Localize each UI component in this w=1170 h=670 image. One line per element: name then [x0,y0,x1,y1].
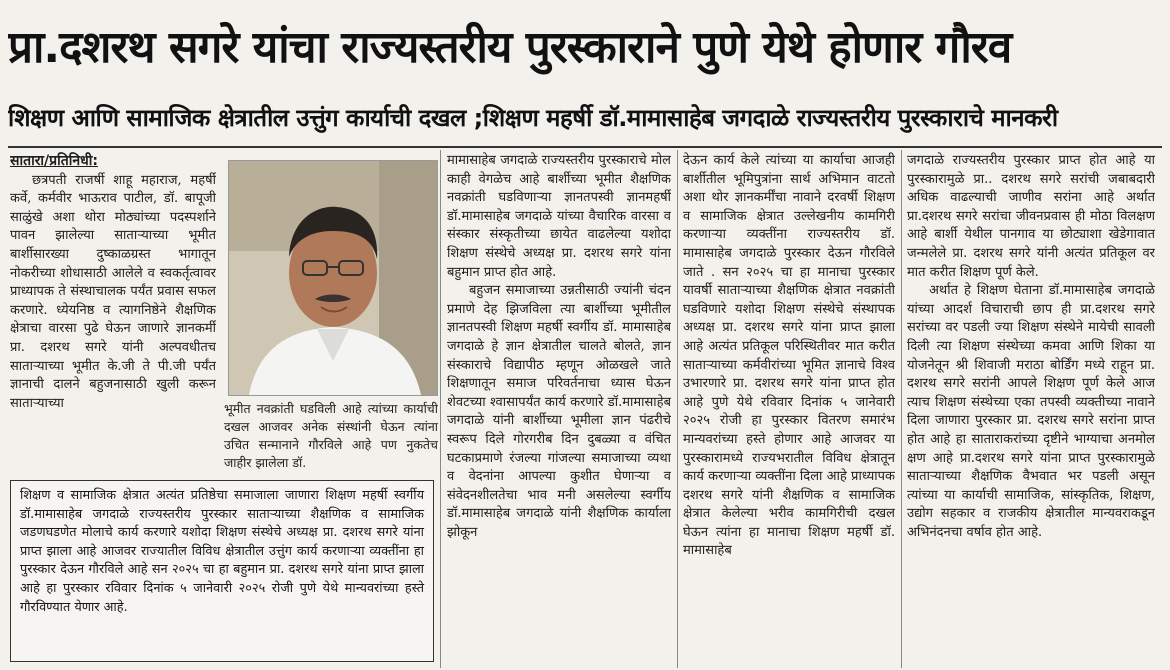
article-column-2 [447,152,671,668]
column-2-paragraph-2: बहुजन समाजाच्या उन्नतीसाठी ज्यांनी चंदन प्रमाणे देह झिजविला त्या बार्शीच्या भूमीतील ज्ञानतपस्वी शिक्षण महर्षी स्वर्गीय डॉ. मामासाहेब जगदाळे हे ज्ञान क्षेत्रातील चालते बोलते, ज्ञान संस्काराचे विद्यापीठ म्हणून ओळखले जाते शिक्षणातून समाज परिवर्तनाचा ध्यास घेऊन शेवटच्या श्वासापर्यंत कार्य करणारे डॉ.मामासाहेब जगदाळे यांनी बार्शीच्या भूमीला ज्ञान पंढरीचे स्वरूप दिले गोरगरीब दिन दुबळ्या व वंचित घटकाप्रमाणे रंजल्या गांजल्या समाजाच्या व्यथा व वेदनांना आपल्या कुशीत घेणाऱ्या व संवेदनशीलतेचा भाव मनी असलेल्या स्वर्गीय डॉ.मामासाहेब जगदाळे यांनी शैक्षणिक कार्याला झोकून [447,283,671,540]
column-4-paragraph-2: अर्थात हे शिक्षण घेताना डॉ.मामासाहेब जगदाळे यांच्या आदर्श विचाराची छाप ही प्रा.दशरथ सगरे सरांच्या वर पडली ज्या शिक्षण संस्थेने मायेची सावली दिली त्या शिक्षण संस्थेच्या कमवा आणि शिका या योजनेतून श्री शिवाजी मराठा बोर्डिंग मध्ये राहून प्रा. दशरथ सगरे सरांनी आपले शिक्षण पूर्ण केले आज त्याच शिक्षण संस्थेच्या एका तपस्वी व्यक्तीच्या नावाने दिला जाणारा पुरस्कार प्रा. दशरथ सगरे सरांना प्राप्त होत आहे हा साताराकरांच्या दृष्टीने भाग्याचा अनमोल क्षण आहे प्रा.दशरथ सगरे यांना प्राप्त पुरस्कारामुळे साताऱ्याच्या शैक्षणिक वैभवात भर पडली असून त्यांच्या या कार्याची सामाजिक, सांस्कृतिक, शिक्षण, उद्योग सहकार व राजकीय क्षेत्रातील मान्यवराकडून अभिनंदनचा वर्षाव होत आहे. [907,283,1155,540]
column-2-paragraph-1: मामासाहेब जगदाळे राज्यस्तरीय पुरस्काराचे मोल काही वेगळेच आहे बार्शीच्या भूमीत शैक्षणिक नवक्रांती घडविणाऱ्या ज्ञानतपस्वी ज्ञानमहर्षी डॉ.मामासाहेब जगदाळे यांच्या वैचारिक वारसा व संस्कार संस्कृतीच्या छायेत वाढलेल्या यशोदा शिक्षण संस्थेचे अध्यक्ष प्रा. दशरथ सगरे यांना बहुमान प्राप्त होत आहे. [447,153,671,280]
column-1-paragraph: छत्रपती राजर्षी शाहू महाराज, महर्षी कर्वे, कर्मवीर भाऊराव पाटील, डॉ. बापूजी साळुंखे अशा थोरा मोठ्यांच्या पदस्पर्शाने पावन झालेल्या साताऱ्याच्या भूमीत बार्शीसारख्या दुष्काळग्रस्त भागातून नोकरीच्या शोधासाठी आलेले व स्वकर्तृत्वावर प्राध्यापक ते संस्थाचालक पर्यंत प्रवास सफल करणारे. ध्येयनिष्ठ व त्यागनिष्ठेने शैक्षणिक क्षेत्राचा वारसा पुढे घेऊन जाणारे ज्ञानकर्मी प्रा. दशरथ सगरे यांनी अल्पवधीतच साताऱ्याच्या भूमीत के.जी ते पी.जी पर्यंत ज्ञानाची दालने बहुजनासाठी खुली करून साताऱ्याच्या [10,172,216,411]
column-divider [440,150,441,668]
photo-caption: भूमीत नवक्रांती घडविली आहे त्यांच्या कार्याची दखल आजवर अनेक संस्थांनी घेऊन त्यांना उचित सन्मानाने गौरविले आहे पण नुकतेच जाहीर झालेला डॉ. [224,401,438,470]
article-column-1 [10,152,216,468]
article-subheadline: शिक्षण आणि सामाजिक क्षेत्रातील उत्तुंग कार्याची दखल ;शिक्षण महर्षी डॉ.मामासाहेब जगदाळे राज्यस्तरीय पुरस्काराचे मानकरी [8,104,1058,132]
person-portrait-icon [229,161,437,395]
headline-divider [8,146,1162,148]
column-3-paragraph: देऊन कार्य केले त्यांच्या या कार्याचा आजही बार्शीतील भूमिपुत्रांना सार्थ अभिमान वाटतो अशा थोर ज्ञानकर्मींचा नावाने दरवर्षी शिक्षण व सामाजिक क्षेत्रात उल्लेखनीय कामगिरी करणाऱ्या व्यक्तींना राज्यस्तरीय डॉ. मामासाहेब जगदाळे पुरस्कार देऊन गौरविले जाते . सन २०२५ चा हा मानाचा पुरस्कार यावर्षी साताऱ्याच्या शैक्षणिक क्षेत्रात नवक्रांती घडविणारे यशोदा शिक्षण संस्थेचे संस्थापक अध्यक्ष प्रा. दशरथ सगरे यांना प्राप्त झाला आहे अत्यंत प्रतिकूल परिस्थितीवर मात करीत साताऱ्याच्या कर्मवीरांच्या भूमित ज्ञानाचे विश्व उभारणारे प्रा. दशरथ सगरे यांना प्राप्त होत आहे पुणे येथे रविवार दिनांक ५ जानेवारी २०२५ रोजी हा पुरस्कार वितरण समारंभ मान्यवरांच्या हस्ते होणार आहे आजवर या पुरस्कारामध्ये राज्यभरातील विविध क्षेत्रातून कार्य करणाऱ्या व्यक्तींना दिला आहे प्राध्यापक दशरथ सगरे यांनी शैक्षणिक व सामाजिक क्षेत्रात केलेल्या भरीव कामगिरीची दखल घेऊन त्यांना हा मानाचा शिक्षण महर्षी डॉ. मामासाहेब [683,153,895,559]
article-column-3 [683,152,895,668]
dateline: सातारा/प्रतिनिधी: [10,153,98,169]
column-divider [901,150,902,668]
highlight-box-text: शिक्षण व सामाजिक क्षेत्रात अत्यंत प्रतिष्ठेचा समाजाला जाणारा शिक्षण महर्षी स्वर्गीय डॉ.मामासाहेब जगदाळे राज्यस्तरीय पुरस्कार साताऱ्याच्या शैक्षणिक व सामाजिक जडणघडणेत मोलाचे कार्य करणारे यशोदा शिक्षण संस्थेचे अध्यक्ष प्रा. दशरथ सगरे यांना प्राप्त झाला आहे आजवर राज्यातील विविध क्षेत्रातील उत्तुंग कार्य करणाऱ्या व्यक्तींना हा पुरस्कार देऊन गौरविले आहे सन २०२५ चा हा बहुमान प्रा. दशरथ सगरे यांना प्राप्त झाला आहे हा पुरस्कार रविवार दिनांक ५ जानेवारी २०२५ रोजी पुणे येथे मान्यवरांच्या हस्ते गौरविण्यात येणार आहे. [20,488,424,615]
article-column-4 [907,152,1155,668]
article-headline: प्रा.दशरथ सगरे यांचा राज्यस्तरीय पुरस्काराने पुणे येथे होणार गौरव [8,22,1012,73]
highlight-box [10,480,434,662]
column-divider [677,150,678,668]
column-4-paragraph-1: जगदाळे राज्यस्तरीय पुरस्कार प्राप्त होत आहे या पुरस्कारामुळे प्रा.. दशरथ सगरे सरांची जबाबदारी अधिक वाढल्याची जाणीव सरांना आहे अर्थात प्रा.दशरथ सगरे सरांचा जीवनप्रवास ही मोठा विलक्षण आहे बार्शी येथील पानगाव या छोट्याशा खेडेगावात जन्मलेले प्रा. दशरथ सगरे यांनी अत्यंत प्रतिकूल वर मात करीत शिक्षण पूर्ण केले. [907,153,1155,280]
portrait-photo [228,160,438,396]
